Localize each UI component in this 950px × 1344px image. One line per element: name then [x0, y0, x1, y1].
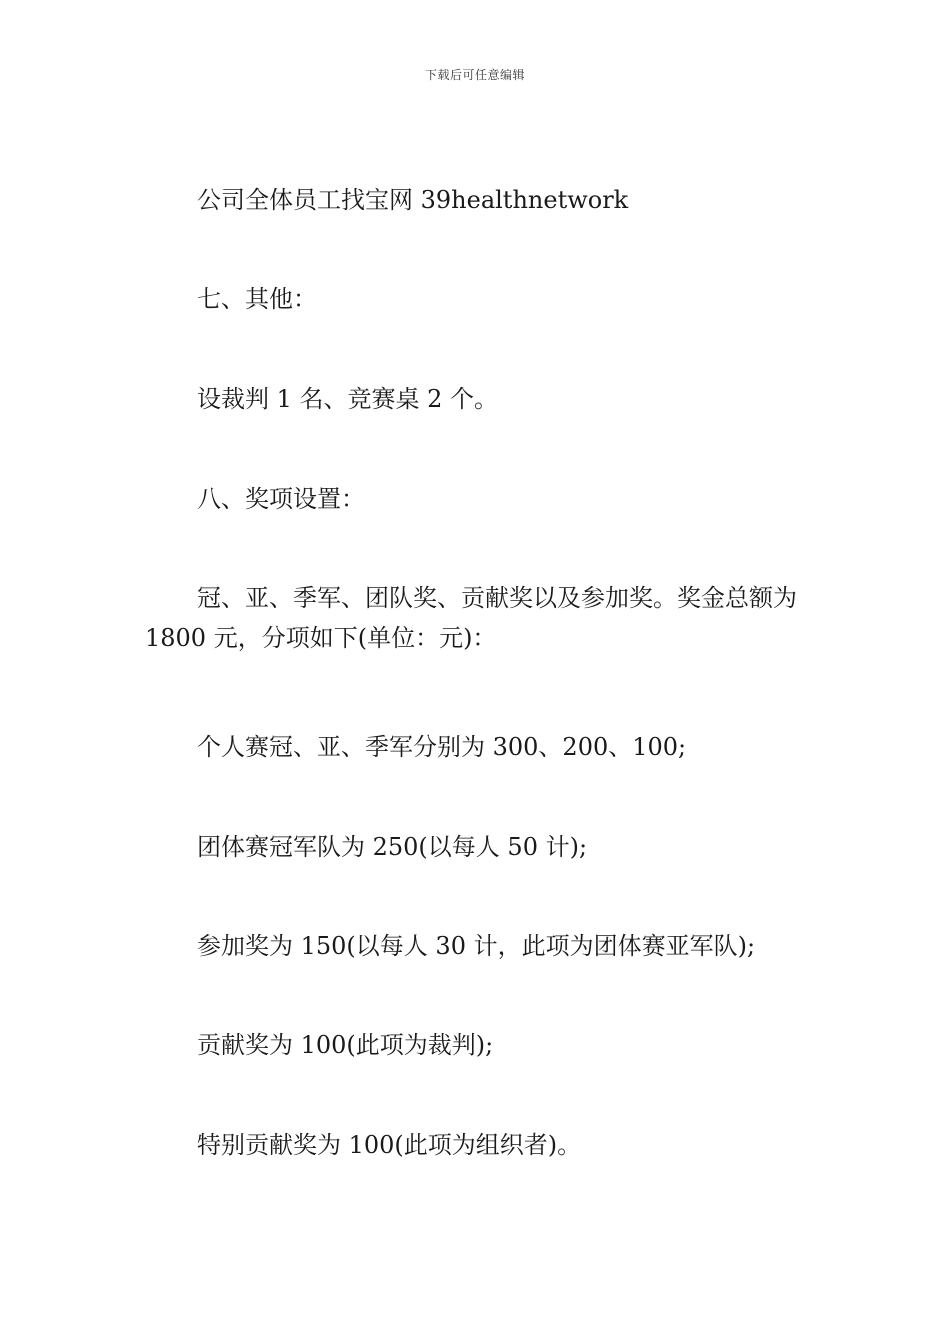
paragraph-awards-summary: 冠、亚、季军、团队奖、贡献奖以及参加奖。奖金总额为 1800 元，分项如下(单位：元)：: [145, 584, 797, 652]
section-heading-other: 七、其他：: [197, 285, 317, 313]
page-header: 下载后可任意编辑: [424, 68, 525, 82]
paragraph-special-contribution-prize: 特别贡献奖为 100(此项为组织者)。: [197, 1131, 582, 1159]
paragraph-participation-prize: 参加奖为 150(以每人 30 计，此项为团体赛亚军队);: [197, 932, 756, 960]
paragraph-contribution-prize: 贡献奖为 100(此项为裁判);: [197, 1031, 494, 1059]
paragraph-individual-prizes: 个人赛冠、亚、季军分别为 300、200、100;: [197, 733, 687, 761]
paragraph-team-prize: 团体赛冠军队为 250(以每人 50 计);: [197, 833, 588, 861]
paragraph-company-staff: 公司全体员工找宝网 39healthnetwork: [197, 186, 629, 214]
section-heading-awards: 八、奖项设置：: [197, 485, 365, 513]
paragraph-referee: 设裁判 1 名、竞赛桌 2 个。: [197, 385, 499, 413]
